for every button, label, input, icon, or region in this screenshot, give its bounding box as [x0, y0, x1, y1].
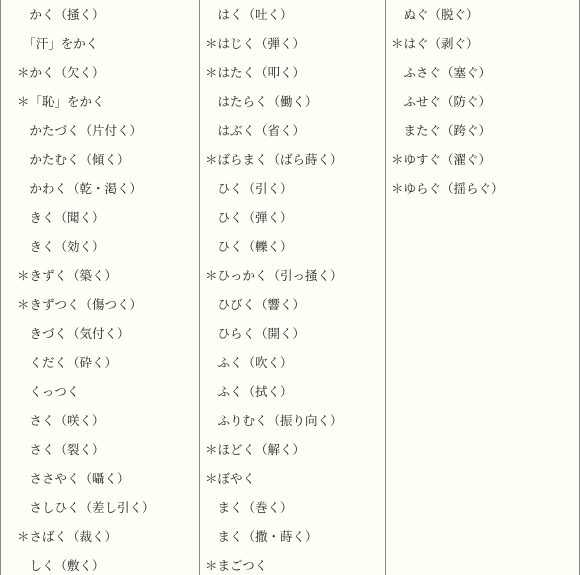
- list-item: ささやく（囁く）: [17, 471, 130, 486]
- list-item: ＊はたく（叩く）: [205, 65, 306, 80]
- list-item: ぬぐ（脱ぐ）: [391, 7, 479, 22]
- list-item: ふく（吹く）: [205, 355, 293, 370]
- list-item: ＊ほどく（解く）: [205, 442, 306, 457]
- list-item: ＊ゆすぐ（濯ぐ）: [391, 152, 492, 167]
- list-item: ふさぐ（塞ぐ）: [391, 65, 492, 80]
- list-item: まく（撒・蒔く）: [205, 529, 318, 544]
- list-item: さく（裂く）: [17, 442, 105, 457]
- list-item: ＊かく（欠く）: [17, 65, 105, 80]
- list-item: ひく（弾く）: [205, 210, 293, 225]
- list-item: ＊きずつく（傷つく）: [17, 297, 143, 312]
- column-1: [0, 0, 199, 575]
- list-item: ひらく（開く）: [205, 326, 306, 341]
- list-item: ＊「恥」をかく: [17, 94, 105, 109]
- column-2: [199, 0, 385, 575]
- list-item: しく（敷く）: [17, 558, 105, 573]
- list-item: ひびく（響く）: [205, 297, 306, 312]
- list-item: かわく（乾・渇く）: [17, 181, 143, 196]
- list-item: ＊はじく（弾く）: [205, 36, 306, 51]
- list-item: ＊まごつく: [205, 558, 268, 573]
- list-item: きく（効く）: [17, 239, 105, 254]
- word-list-1: [1, 0, 155, 575]
- list-item: ふく（拭く）: [205, 384, 293, 399]
- list-item: はぶく（省く）: [205, 123, 306, 138]
- list-item: きづく（気付く）: [17, 326, 130, 341]
- list-item: くっつく: [17, 384, 80, 399]
- list-item: さしひく（差し引く）: [17, 500, 155, 515]
- list-item: きく（聞く）: [17, 210, 105, 225]
- list-item: はたらく（働く）: [205, 94, 318, 109]
- list-item: はく（吐く）: [205, 7, 293, 22]
- list-item: ふりむく（振り向く）: [205, 413, 343, 428]
- column-3: [385, 0, 580, 575]
- list-item: ＊きずく（築く）: [17, 268, 118, 283]
- list-item: ＊ばらまく（ばら蒔く）: [205, 152, 343, 167]
- list-item: ＊ゆらぐ（揺らぐ）: [391, 181, 504, 196]
- list-item: ＊ひっかく（引っ掻く）: [205, 268, 343, 283]
- list-item: 「汗」をかく: [17, 36, 99, 51]
- list-item: ＊ぼやく: [205, 471, 256, 486]
- list-item: くだく（砕く）: [17, 355, 118, 370]
- list-item: さく（咲く）: [17, 413, 105, 428]
- list-item: かたむく（傾く）: [17, 152, 130, 167]
- list-item: またぐ（跨ぐ）: [391, 123, 492, 138]
- list-item: ひく（轢く）: [205, 239, 293, 254]
- word-list-2: [200, 0, 343, 575]
- list-item: ＊はぐ（剥ぐ）: [391, 36, 479, 51]
- list-item: かく（掻く）: [17, 7, 105, 22]
- list-item: かたづく（片付く）: [17, 123, 143, 138]
- list-item: ふせぐ（防ぐ）: [391, 94, 492, 109]
- list-item: ＊さばく（裁く）: [17, 529, 118, 544]
- list-item: ひく（引く）: [205, 181, 293, 196]
- word-list-3: [386, 0, 504, 203]
- list-item: まく（巻く）: [205, 500, 293, 515]
